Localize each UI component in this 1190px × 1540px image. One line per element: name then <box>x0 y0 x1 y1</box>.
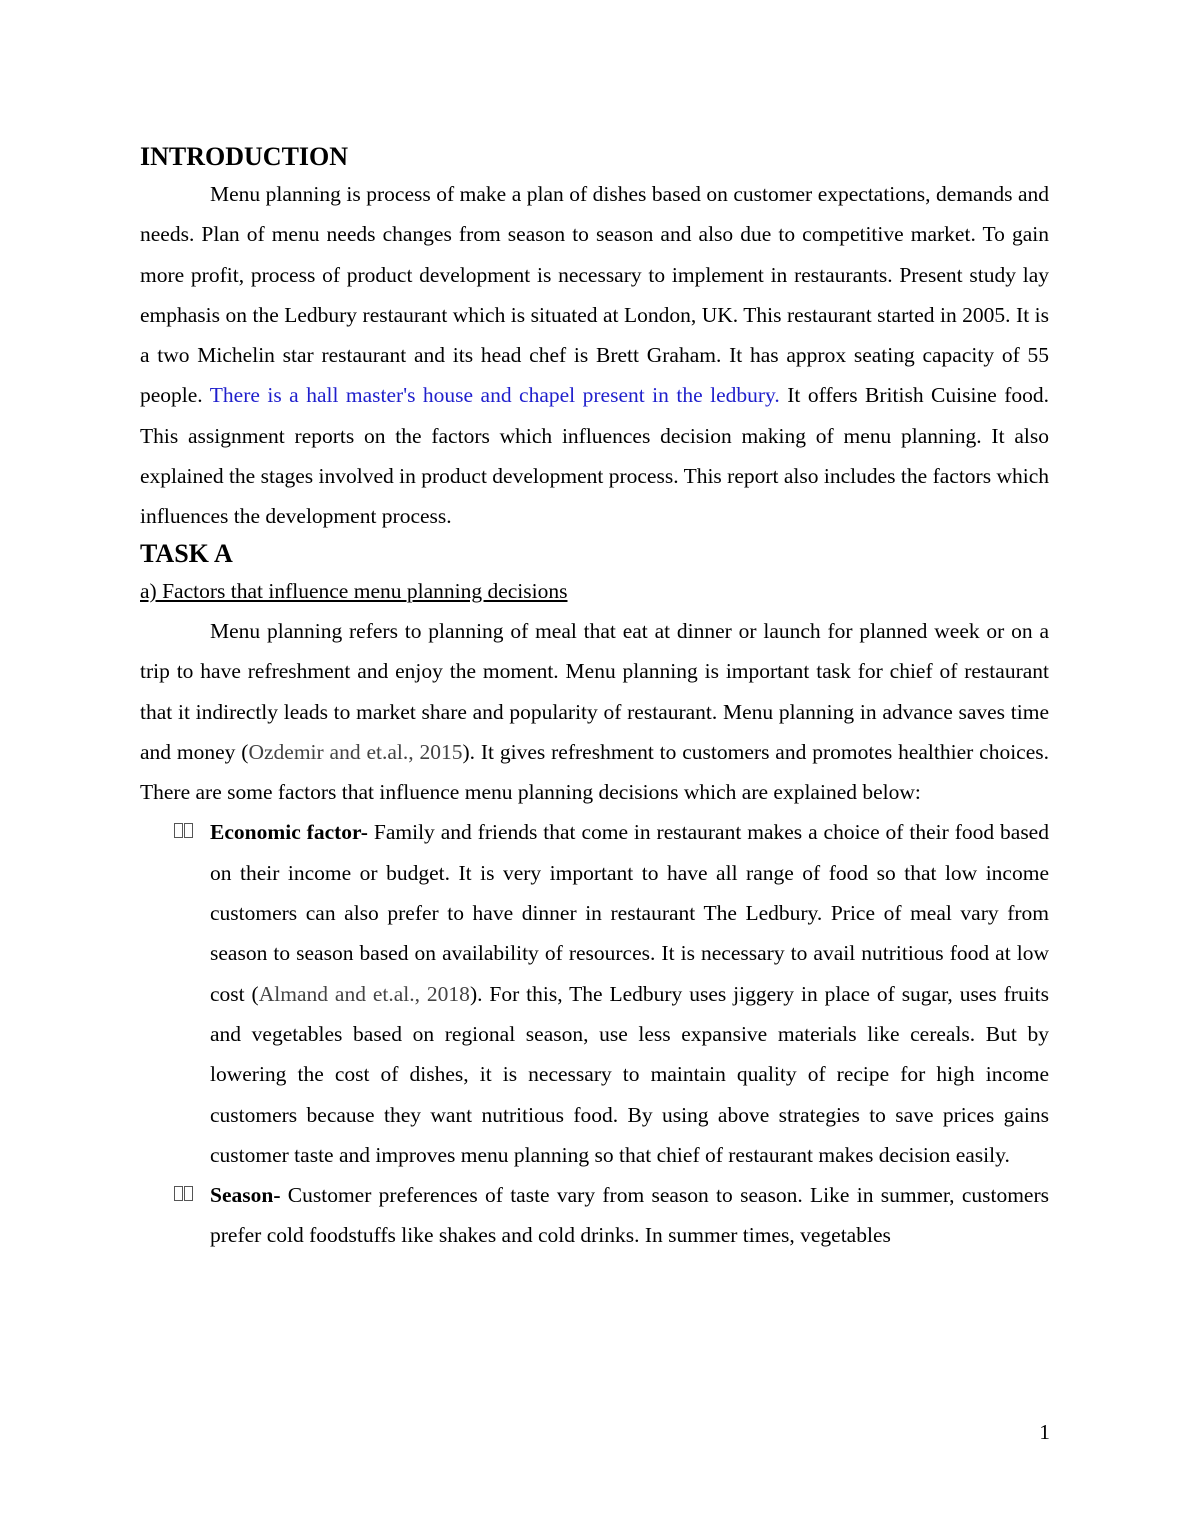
bullet-text-part1: Family and friends that come in restaurant makes a choice of their food based on their income or budget. It is very important to have all range of food so that low income customers can also prefer to have dinner in restaurant The Ledbury. Price of meal vary from season to season based on availability of resources. It is necessary to avail nutritious food at low cost ( <box>210 820 1049 1006</box>
bullet-text-part2: ). For this, The Ledbury uses jiggery in place of sugar, uses fruits and vegetables based on regional season, use less expansive materials like cereals. But by lowering the cost of dishes, it is necessary to maintain quality of recipe for high income customers because they want nutritious food. By using above strategies to save prices gains customer taste and improves menu planning so that chief of restaurant makes decision easily. <box>210 981 1050 1167</box>
task-a-subheading: a) Factors that influence menu planning decisions <box>140 578 568 603</box>
factors-bullet-list <box>140 812 1049 1255</box>
list-item-economic-factor <box>140 812 1049 1175</box>
citation-ozdemir: Ozdemir and et.al., 2015 <box>248 739 463 764</box>
task-a-text-part1: Menu planning refers to planning of meal that eat at dinner or launch for planned week or on a trip to have refreshment and enjoy the moment. Menu planning is important task for chief of restaurant that it indirectly leads to market share and popularity of restaurant. Menu planning in advance saves time and money ( <box>140 618 1049 764</box>
bullet-icon <box>174 1175 194 1215</box>
introduction-heading: INTRODUCTION <box>140 142 349 171</box>
list-item-season <box>140 1175 1049 1256</box>
citation-almand: Almand and et.al., 2018 <box>258 981 470 1006</box>
task-a-heading: TASK A <box>140 538 233 568</box>
document-page <box>140 140 1049 1256</box>
bullet-title: Economic factor- <box>210 820 368 845</box>
bullet-text-part1: Customer preferences of taste vary from season to season. Like in summer, customers prefer cold foodstuffs like shakes and cold drinks. In summer times, vegetables <box>210 1183 1049 1248</box>
bullet-title: Season- <box>210 1183 281 1208</box>
introduction-text-part2: It offers British Cuisine food. This assignment reports on the factors which influences decision making of menu planning. It also explained the stages involved in product development process. This report also includes the factors which influences the development process. <box>140 383 1050 529</box>
introduction-paragraph <box>140 174 1049 537</box>
page-number: 1 <box>1039 1420 1050 1444</box>
introduction-highlighted-sentence: There is a hall master's house and chapel present in the ledbury. <box>209 383 780 408</box>
task-a-text-part2: ). It gives refreshment to customers and promotes healthier choices. There are some factors that influence menu planning decisions which are explained below: <box>140 739 1050 805</box>
bullet-icon <box>174 812 194 852</box>
task-a-paragraph <box>140 611 1049 812</box>
introduction-text-part1: Menu planning is process of make a plan of dishes based on customer expectations, demands and needs. Plan of menu needs changes from season to season and also due to competitive market. To gain more profit, process of product development is necessary to implement in restaurants. Present study lay emphasis on the Ledbury restaurant which is situated at London, UK. This restaurant started in 2005. It is a two Michelin star restaurant and its head chef is Brett Graham. It has approx seating capacity of 55 people. <box>140 182 1049 408</box>
